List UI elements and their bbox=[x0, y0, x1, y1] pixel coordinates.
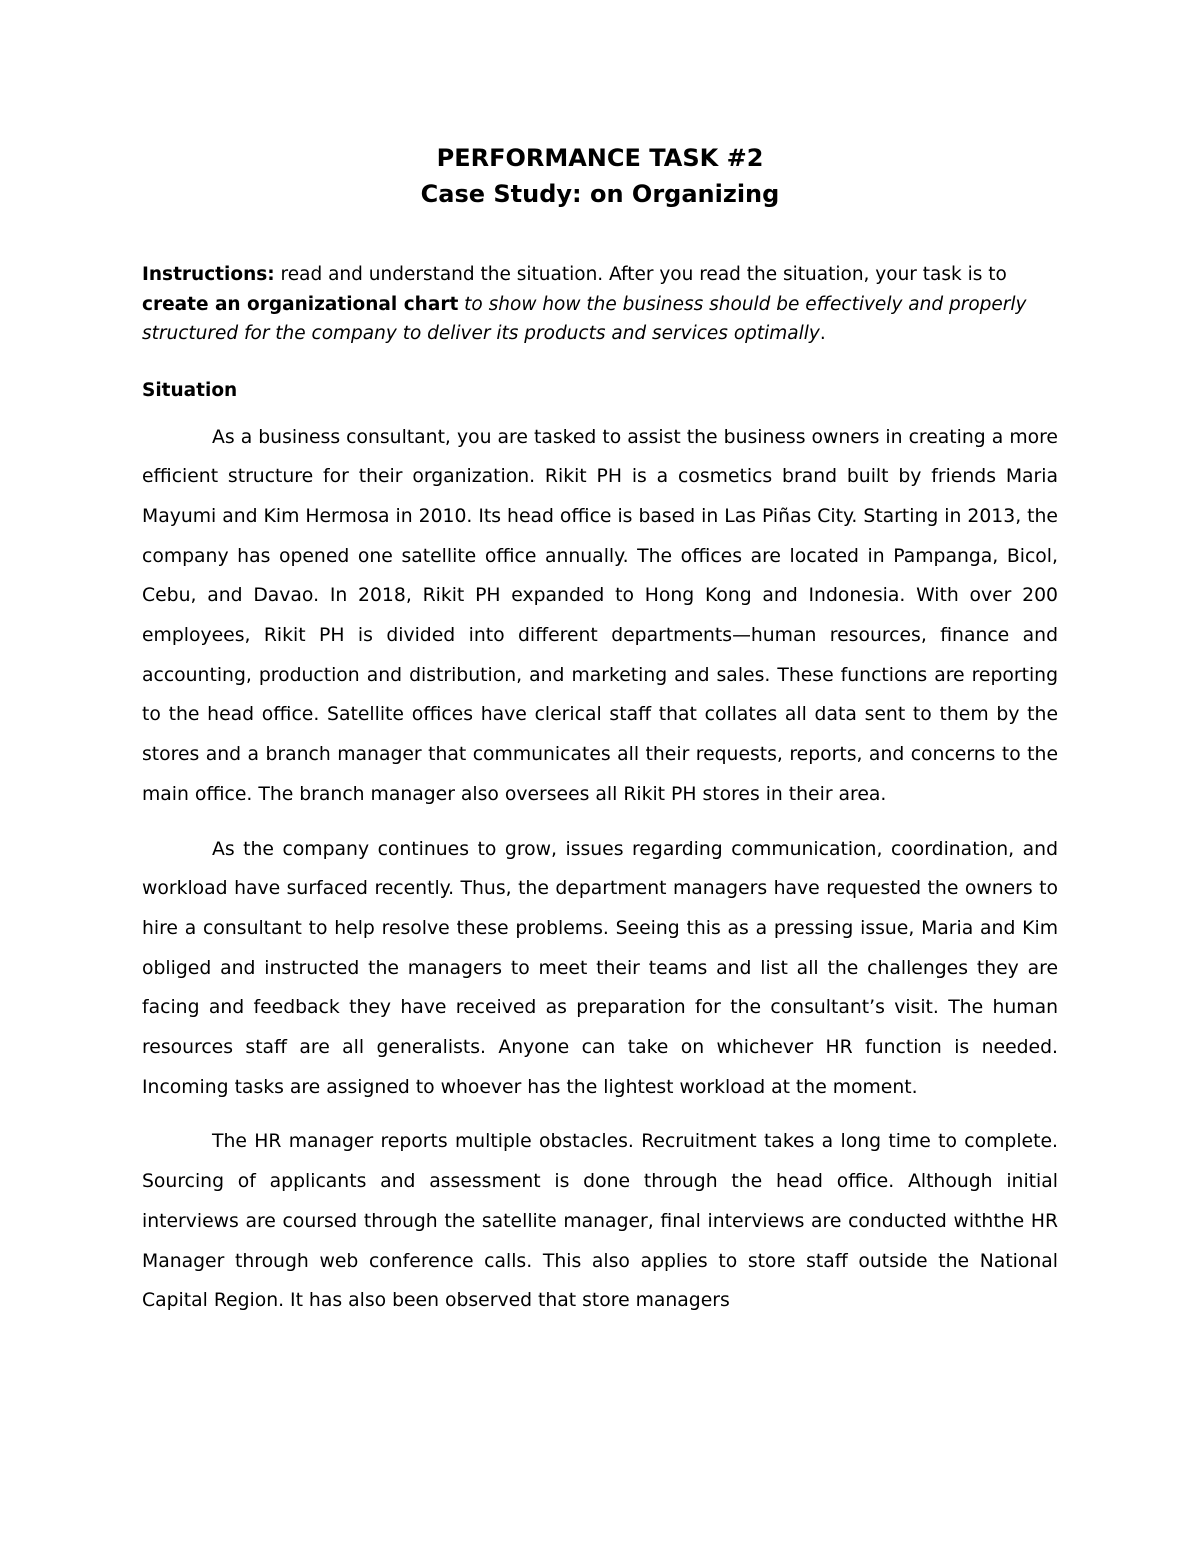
instructions-text-3: . bbox=[819, 323, 826, 344]
situation-heading: Situation bbox=[142, 379, 238, 401]
instructions-text-1: read and understand the situation. After you read the situation, your task is to bbox=[274, 264, 1007, 285]
instructions-text-2: to show how the business should be effectively and properly structured for the company to deliver its products and services optimally bbox=[142, 293, 1027, 344]
page-title bbox=[142, 140, 1058, 212]
title-line-1: PERFORMANCE TASK #2 bbox=[436, 144, 764, 172]
instructions-block bbox=[142, 260, 1058, 349]
title-line-2: Case Study: on Organizing bbox=[420, 180, 780, 208]
instructions-emphasis: create an organizational chart bbox=[142, 293, 459, 315]
situation-paragraph-3: The HR manager reports multiple obstacles. Recruitment takes a long time to complete. Sourcing of applicants and assessment is done through the head office. Although initial interviews are coursed through the satellite manager, final interviews are conducted withthe HR Manager through web conference calls. This also applies to store staff outside the National Capital Region. It has also been observed that store managers bbox=[142, 1131, 1058, 1312]
situation-paragraph-1: As a business consultant, you are tasked to assist the business owners in creating a more efficient structure for their organization. Rikit PH is a cosmetics brand built by friends Maria Mayumi and Kim Hermosa in 2010. Its head office is based in Las Piñas City. Starting in 2013, the company has opened one satellite office annually. The offices are located in Pampanga, Bicol, Cebu, and Davao. In 2018, Rikit PH expanded to Hong Kong and Indonesia. With over 200 employees, Rikit PH is divided into different departments—human resources, finance and accounting, production and distribution, and marketing and sales. These functions are reporting to the head office. Satellite offices have clerical staff that collates all data sent to them by the stores and a branch manager that communicates all their requests, reports, and concerns to the main office. The branch manager also oversees all Rikit PH stores in their area. bbox=[142, 426, 1058, 805]
situation-paragraph-2: As the company continues to grow, issues regarding communication, coordination, and workload have surfaced recently. Thus, the department managers have requested the owners to hire a consultant to help resolve these problems. Seeing this as a pressing issue, Maria and Kim obliged and instructed the managers to meet their teams and list all the challenges they are facing and feedback they have received as preparation for the consultant’s visit. The human resources staff are all generalists. Anyone can take on whichever HR function is needed. Incoming tasks are assigned to whoever has the lightest workload at the moment. bbox=[142, 838, 1058, 1098]
document-page bbox=[142, 140, 1058, 1321]
instructions-label: Instructions: bbox=[142, 264, 275, 285]
